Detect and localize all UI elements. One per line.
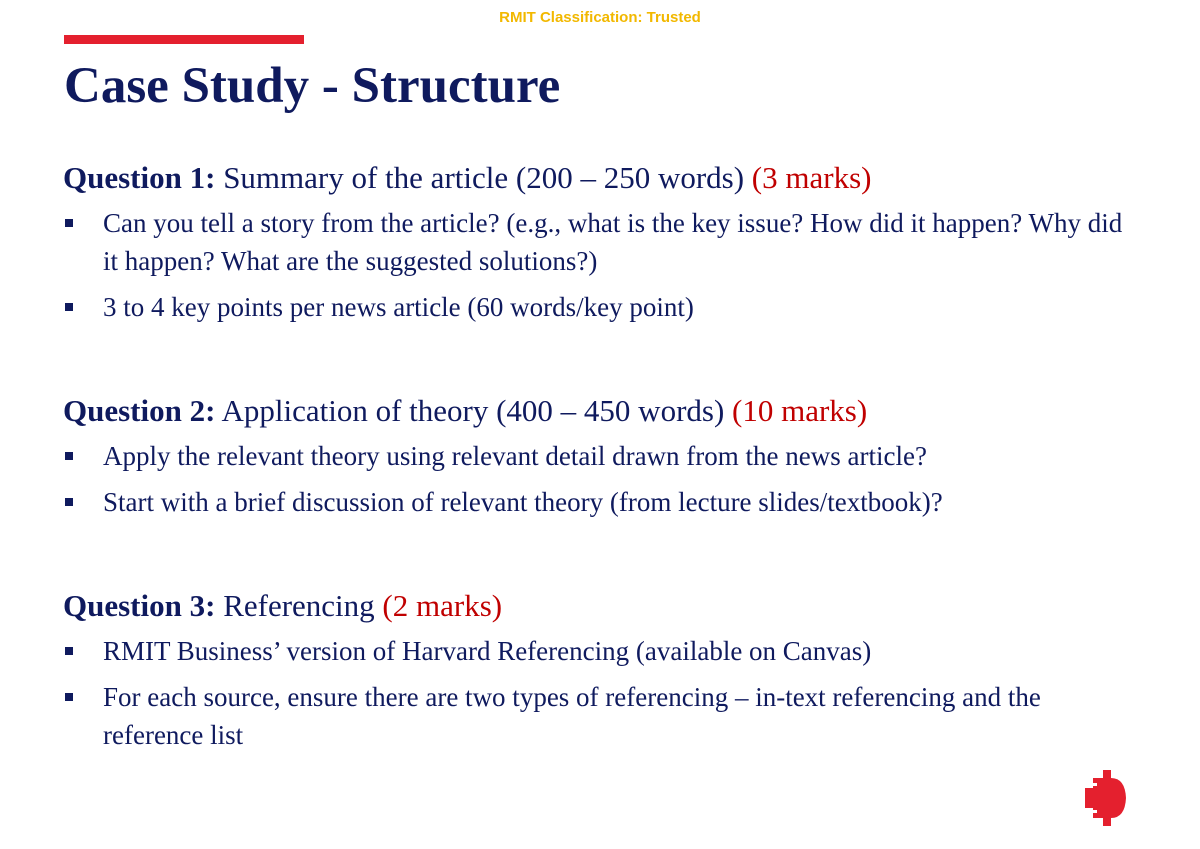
question-heading bbox=[63, 391, 1143, 431]
question-1-section bbox=[63, 158, 1143, 326]
bullet-text: 3 to 4 key points per news article (60 words/key point) bbox=[103, 292, 694, 322]
square-bullet-icon bbox=[65, 498, 73, 506]
question-label: Question 2: bbox=[63, 393, 216, 428]
slide-title: Case Study - Structure bbox=[64, 58, 561, 114]
question-2-section bbox=[63, 391, 1143, 521]
question-label: Question 1: bbox=[63, 160, 216, 195]
question-marks: (3 marks) bbox=[751, 160, 872, 195]
bullet-text: For each source, ensure there are two types of referencing – in-text referencing and the reference list bbox=[103, 682, 1041, 750]
bullet-item bbox=[63, 288, 1143, 326]
bullet-item bbox=[63, 437, 1143, 475]
square-bullet-icon bbox=[65, 219, 73, 227]
question-text: Application of theory (400 – 450 words) bbox=[221, 393, 725, 428]
question-marks: (2 marks) bbox=[382, 588, 503, 623]
square-bullet-icon bbox=[65, 693, 73, 701]
question-heading bbox=[63, 158, 1143, 198]
bullet-item bbox=[63, 678, 1143, 754]
bullet-item bbox=[63, 632, 1143, 670]
bullet-item bbox=[63, 204, 1143, 280]
question-heading bbox=[63, 586, 1143, 626]
question-text: Referencing bbox=[223, 588, 375, 623]
question-label: Question 3: bbox=[63, 588, 216, 623]
square-bullet-icon bbox=[65, 303, 73, 311]
bullet-list bbox=[63, 632, 1143, 754]
title-accent-bar bbox=[64, 35, 304, 44]
bullet-text: RMIT Business’ version of Harvard Referencing (available on Canvas) bbox=[103, 636, 872, 666]
square-bullet-icon bbox=[65, 647, 73, 655]
question-3-section bbox=[63, 586, 1143, 754]
bullet-text: Can you tell a story from the article? (e.g., what is the key issue? How did it happen? Why did it happen? What are the suggested solutions?) bbox=[103, 208, 1123, 276]
classification-label: RMIT Classification: Trusted bbox=[499, 9, 701, 26]
bullet-list bbox=[63, 204, 1143, 326]
bullet-text: Apply the relevant theory using relevant detail drawn from the news article? bbox=[103, 441, 927, 471]
question-marks: (10 marks) bbox=[732, 393, 868, 428]
rmit-logo-icon bbox=[1083, 770, 1129, 826]
bullet-text: Start with a brief discussion of relevant theory (from lecture slides/textbook)? bbox=[103, 487, 943, 517]
question-text: Summary of the article (200 – 250 words) bbox=[223, 160, 745, 195]
bullet-list bbox=[63, 437, 1143, 521]
bullet-item bbox=[63, 483, 1143, 521]
square-bullet-icon bbox=[65, 452, 73, 460]
